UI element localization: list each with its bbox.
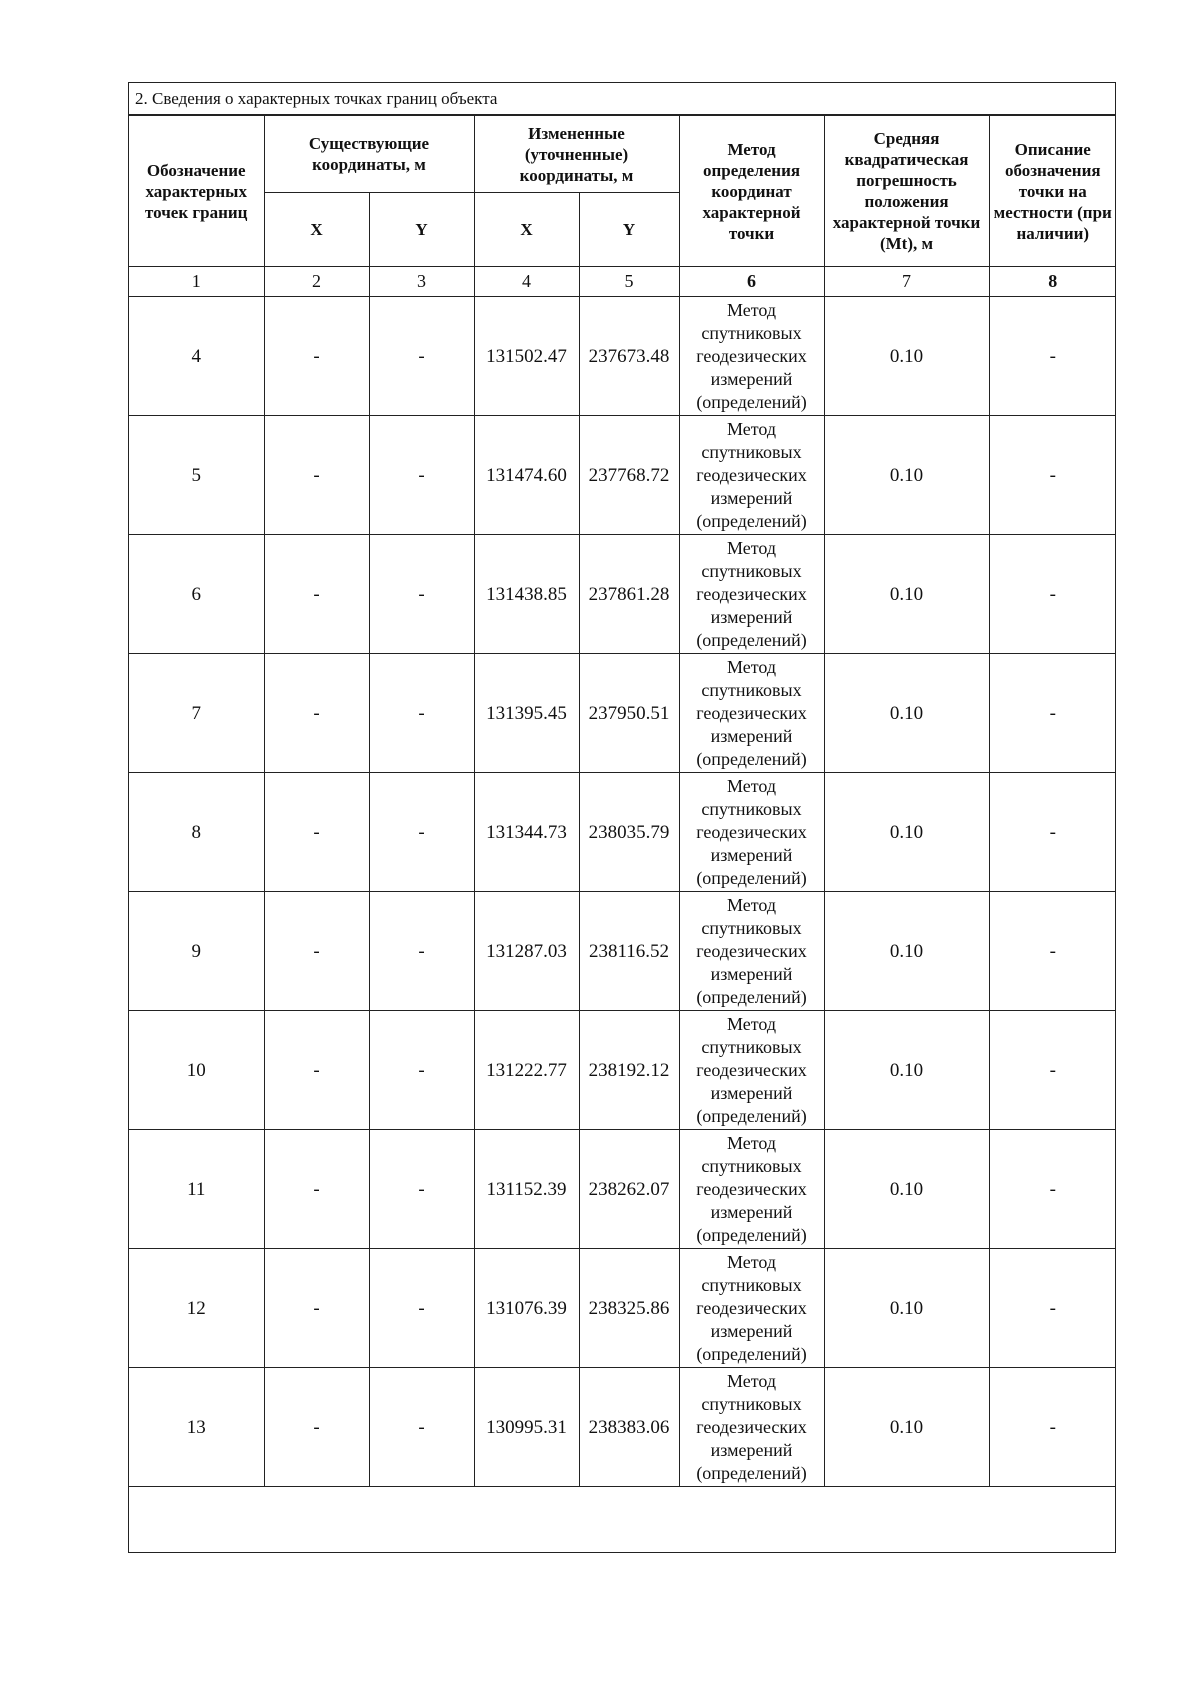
table-row — [129, 1368, 1116, 1487]
method-cell: Метод спутниковых геодезических измерений (определений) — [679, 416, 824, 535]
changed-y-cell: 237861.28 — [579, 535, 679, 654]
existing-x-cell: - — [264, 892, 369, 1011]
point-designation: 10 — [129, 1011, 264, 1130]
column-number: 4 — [474, 267, 579, 297]
table-body — [129, 297, 1116, 1552]
empty-cell — [129, 1487, 1116, 1552]
table-row — [129, 535, 1116, 654]
accuracy-cell: 0.10 — [824, 535, 989, 654]
header-changed-coords: Измененные (уточненные) координаты, м — [474, 116, 679, 193]
accuracy-cell: 0.10 — [824, 773, 989, 892]
method-cell: Метод спутниковых геодезических измерений (определений) — [679, 1249, 824, 1368]
table-row — [129, 297, 1116, 416]
changed-y-cell: 238262.07 — [579, 1130, 679, 1249]
description-cell: - — [989, 1130, 1116, 1249]
point-designation: 4 — [129, 297, 264, 416]
column-number: 8 — [989, 267, 1116, 297]
changed-x-cell: 131395.45 — [474, 654, 579, 773]
description-cell: - — [989, 654, 1116, 773]
changed-x-cell: 131076.39 — [474, 1249, 579, 1368]
existing-y-cell: - — [369, 297, 474, 416]
existing-y-cell: - — [369, 892, 474, 1011]
description-cell: - — [989, 773, 1116, 892]
existing-y-cell: - — [369, 654, 474, 773]
section-title: 2. Сведения о характерных точках границ объекта — [129, 83, 1115, 115]
table-row — [129, 1011, 1116, 1130]
changed-y-cell: 238325.86 — [579, 1249, 679, 1368]
description-cell: - — [989, 1368, 1116, 1487]
changed-x-cell: 131438.85 — [474, 535, 579, 654]
existing-y-cell: - — [369, 535, 474, 654]
changed-x-cell: 131152.39 — [474, 1130, 579, 1249]
existing-x-cell: - — [264, 1130, 369, 1249]
table-header — [129, 116, 1116, 297]
accuracy-cell: 0.10 — [824, 1368, 989, 1487]
method-cell: Метод спутниковых геодезических измерений (определений) — [679, 773, 824, 892]
method-cell: Метод спутниковых геодезических измерений (определений) — [679, 1368, 824, 1487]
method-cell: Метод спутниковых геодезических измерений (определений) — [679, 654, 824, 773]
description-cell: - — [989, 892, 1116, 1011]
changed-y-cell: 237673.48 — [579, 297, 679, 416]
existing-y-cell: - — [369, 1130, 474, 1249]
column-number: 6 — [679, 267, 824, 297]
table-row — [129, 773, 1116, 892]
header-designation: Обозначение характерных точек границ — [129, 116, 264, 267]
changed-y-cell: 237950.51 — [579, 654, 679, 773]
existing-x-cell: - — [264, 297, 369, 416]
accuracy-cell: 0.10 — [824, 416, 989, 535]
point-designation: 12 — [129, 1249, 264, 1368]
point-designation: 8 — [129, 773, 264, 892]
point-designation: 6 — [129, 535, 264, 654]
document-frame — [128, 82, 1116, 1553]
header-method: Метод определения координат характерной точки — [679, 116, 824, 267]
changed-x-cell: 131344.73 — [474, 773, 579, 892]
column-number: 7 — [824, 267, 989, 297]
changed-y-cell: 238192.12 — [579, 1011, 679, 1130]
accuracy-cell: 0.10 — [824, 654, 989, 773]
existing-y-cell: - — [369, 1249, 474, 1368]
existing-x-cell: - — [264, 773, 369, 892]
point-designation: 13 — [129, 1368, 264, 1487]
point-designation: 7 — [129, 654, 264, 773]
column-number: 3 — [369, 267, 474, 297]
changed-x-cell: 131287.03 — [474, 892, 579, 1011]
point-designation: 5 — [129, 416, 264, 535]
accuracy-cell: 0.10 — [824, 297, 989, 416]
boundary-points-table — [129, 115, 1116, 1551]
existing-x-cell: - — [264, 1368, 369, 1487]
accuracy-cell: 0.10 — [824, 1249, 989, 1368]
accuracy-cell: 0.10 — [824, 892, 989, 1011]
method-cell: Метод спутниковых геодезических измерений (определений) — [679, 535, 824, 654]
existing-x-cell: - — [264, 654, 369, 773]
existing-y-cell: - — [369, 416, 474, 535]
changed-x-cell: 131474.60 — [474, 416, 579, 535]
method-cell: Метод спутниковых геодезических измерений (определений) — [679, 1011, 824, 1130]
header-changed-x: X — [474, 193, 579, 267]
changed-x-cell: 131222.77 — [474, 1011, 579, 1130]
header-existing-x: X — [264, 193, 369, 267]
accuracy-cell: 0.10 — [824, 1011, 989, 1130]
header-accuracy: Средняя квадратическая погрешность положения характерной точки (Mt), м — [824, 116, 989, 267]
header-existing-coords: Существующие координаты, м — [264, 116, 474, 193]
column-number-row — [129, 267, 1116, 297]
header-existing-y: Y — [369, 193, 474, 267]
existing-x-cell: - — [264, 535, 369, 654]
changed-y-cell: 238116.52 — [579, 892, 679, 1011]
existing-x-cell: - — [264, 416, 369, 535]
description-cell: - — [989, 416, 1116, 535]
header-changed-y: Y — [579, 193, 679, 267]
table-row — [129, 416, 1116, 535]
table-row — [129, 1249, 1116, 1368]
table-row — [129, 654, 1116, 773]
column-number: 1 — [129, 267, 264, 297]
point-designation: 9 — [129, 892, 264, 1011]
description-cell: - — [989, 1011, 1116, 1130]
changed-y-cell: 237768.72 — [579, 416, 679, 535]
existing-y-cell: - — [369, 773, 474, 892]
existing-y-cell: - — [369, 1011, 474, 1130]
point-designation: 11 — [129, 1130, 264, 1249]
changed-y-cell: 238035.79 — [579, 773, 679, 892]
existing-x-cell: - — [264, 1011, 369, 1130]
changed-x-cell: 131502.47 — [474, 297, 579, 416]
existing-x-cell: - — [264, 1249, 369, 1368]
column-number: 5 — [579, 267, 679, 297]
description-cell: - — [989, 535, 1116, 654]
method-cell: Метод спутниковых геодезических измерений (определений) — [679, 1130, 824, 1249]
column-number: 2 — [264, 267, 369, 297]
table-row — [129, 1130, 1116, 1249]
description-cell: - — [989, 297, 1116, 416]
changed-y-cell: 238383.06 — [579, 1368, 679, 1487]
empty-row — [129, 1487, 1116, 1552]
description-cell: - — [989, 1249, 1116, 1368]
accuracy-cell: 0.10 — [824, 1130, 989, 1249]
changed-x-cell: 130995.31 — [474, 1368, 579, 1487]
existing-y-cell: - — [369, 1368, 474, 1487]
table-row — [129, 892, 1116, 1011]
method-cell: Метод спутниковых геодезических измерений (определений) — [679, 297, 824, 416]
method-cell: Метод спутниковых геодезических измерений (определений) — [679, 892, 824, 1011]
header-description: Описание обозначения точки на местности (при наличии) — [989, 116, 1116, 267]
